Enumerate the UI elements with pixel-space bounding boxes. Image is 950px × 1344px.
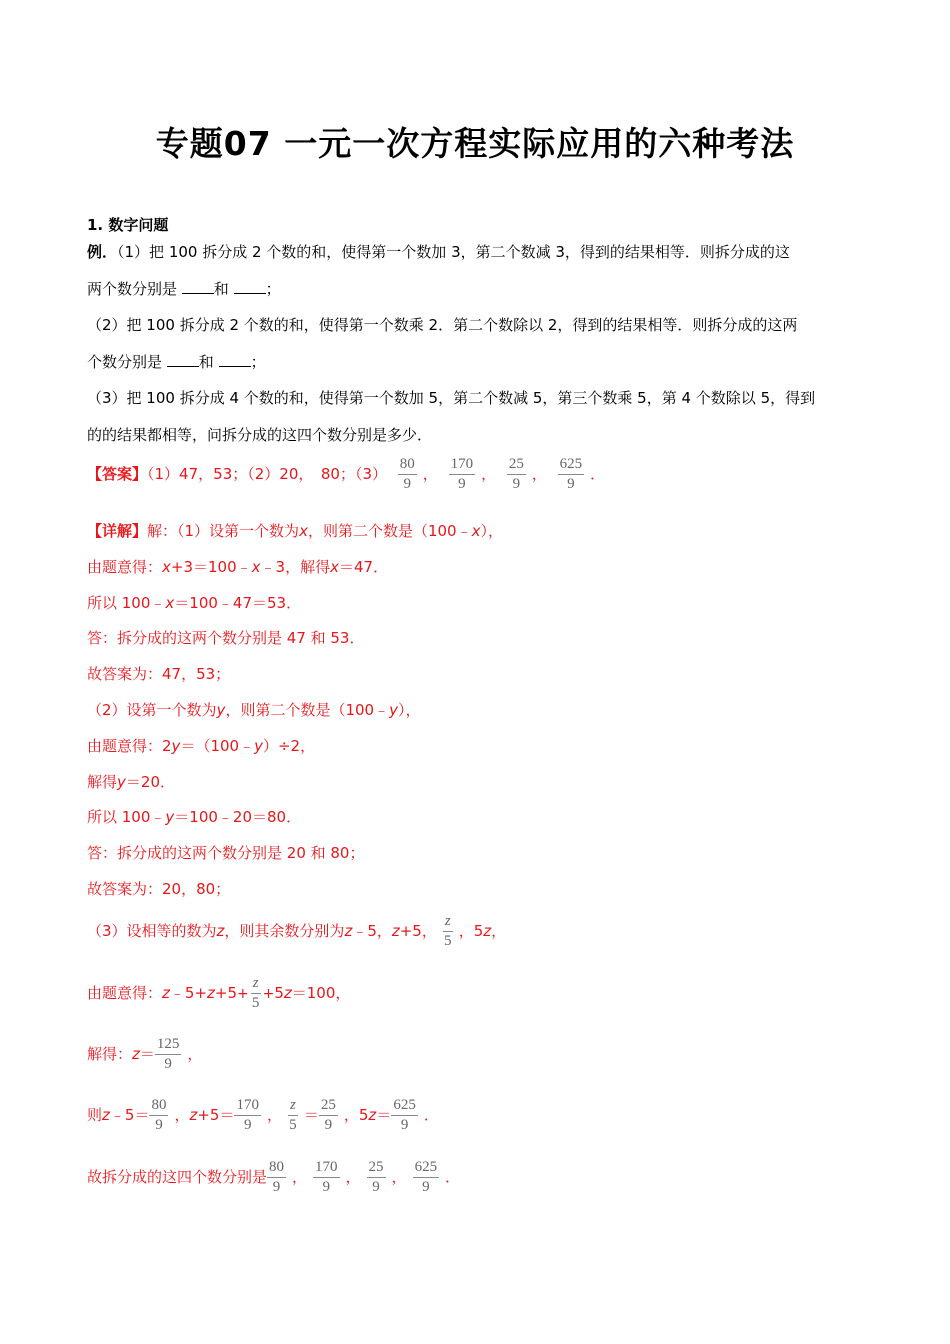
detail-line-1: 【详解】解：（1）设第一个数为x，则第二个数是（100﹣x）， <box>87 522 503 540</box>
fraction: $\frac{25}{9}$ <box>368 1159 384 1195</box>
fraction: $\frac{80}{9}$ <box>151 1097 167 1133</box>
detail-line-15: 则z﹣5＝ $\frac{80}{9}$ ，z+5＝ $\frac{170}{9}$ ， $\frac{z}{5}$ ＝ $\frac{25}{9}$ ，5z＝ $\frac{625}{9}$ ． <box>87 1097 439 1133</box>
answer-label: 【答案】 <box>87 465 148 483</box>
example-label: 例． <box>87 243 118 261</box>
question-line-6: 的的结果都相等，问拆分成的这四个数分别是多少． <box>87 426 433 444</box>
detail-line-8: 解得y＝20． <box>87 773 175 791</box>
fraction: $\frac{z}{5}$ <box>289 1097 297 1133</box>
question-line-3: （2）把 100 拆分成 2 个数的和，使得第一个数乘 2．第二个数除以 2，得到的结果相等．则拆分成的这两 <box>87 316 798 334</box>
detail-line-9: 所以 100﹣y＝100﹣20＝80． <box>87 808 302 826</box>
detail-line-10: 答：拆分成的这两个数分别是 20 和 80； <box>87 844 365 862</box>
answer-blank <box>219 352 251 367</box>
detail-line-14: 解得：z＝ $\frac{125}{9}$ ， <box>87 1036 203 1072</box>
question-line-2: 两个数分别是 和 ； <box>87 280 281 298</box>
fraction: $\frac{z}{5}$ <box>444 913 452 949</box>
fraction: $\frac{80}{9}$ <box>269 1159 285 1195</box>
page-title: 专题07 一元一次方程实际应用的六种考法 <box>155 124 795 163</box>
fraction: $\frac{z}{5}$ <box>251 975 260 1011</box>
answer-blank <box>182 279 214 294</box>
detail-line-6: （2）设第一个数为y，则第二个数是（100﹣y）， <box>87 701 421 719</box>
detail-line-7: 由题意得：2y＝（100﹣y）÷2， <box>87 737 316 755</box>
fraction: $\frac{170}{9}$ <box>236 1097 259 1133</box>
detail-line-3: 所以 100﹣x＝100﹣47＝53． <box>87 594 302 612</box>
detail-line-16: 故拆分成的这四个数分别是 $\frac{80}{9}$ ， $\frac{170}{9}$ ， $\frac{25}{9}$ ， $\frac{625}{9}$ ． <box>87 1159 461 1195</box>
fraction: $\frac{80}{9}$ <box>399 456 415 492</box>
detail-line-12: （3）设相等的数为z，则其余数分别为z﹣5，z+5， $\frac{z}{5}$ ，5z， <box>87 913 507 949</box>
answer-blank <box>234 279 266 294</box>
fraction: $\frac{625}{9}$ <box>414 1159 438 1195</box>
fraction: $\frac{125}{9}$ <box>156 1036 180 1072</box>
fraction: $\frac{170}{9}$ <box>315 1159 338 1195</box>
detail-line-2: 由题意得：x+3＝100﹣x﹣3，解得x＝47． <box>87 558 389 576</box>
fraction: $\frac{170}{9}$ <box>450 456 474 492</box>
detail-line-11: 故答案为：20，80； <box>87 880 231 898</box>
detail-line-5: 故答案为：47，53； <box>87 665 231 683</box>
question-line-1: 例．（1）把 100 拆分成 2 个数的和，使得第一个数加 3，第二个数减 3，得到的结果相等．则拆分成的这 <box>87 243 790 261</box>
answer-line: 【答案】（1）47，53；（2）20， 80；（3） $\frac{80}{9}$ ， $\frac{170}{9}$ ， $\frac{25}{9}$ ， $\frac{625}{9}$ ． <box>87 456 606 492</box>
detail-line-4: 答：拆分成的这两个数分别是 47 和 53． <box>87 629 365 647</box>
fraction: $\frac{25}{9}$ <box>320 1097 336 1133</box>
fraction: $\frac{625}{9}$ <box>393 1097 416 1133</box>
detail-line-13: 由题意得：z﹣5+z+5+ $\frac{z}{5}$ +5z＝100， <box>87 975 351 1011</box>
question-line-5: （3）把 100 拆分成 4 个数的和，使得第一个数加 5，第二个数减 5，第三个数乘 5，第 4 个数除以 5，得到 <box>87 389 816 407</box>
detail-label: 【详解】 <box>87 522 148 540</box>
fraction: $\frac{25}{9}$ <box>508 456 524 492</box>
section-heading: 1. 数字问题 <box>87 216 169 234</box>
question-line-4: 个数分别是 和 ； <box>87 353 266 371</box>
answer-blank <box>167 352 199 367</box>
fraction: $\frac{625}{9}$ <box>559 456 583 492</box>
